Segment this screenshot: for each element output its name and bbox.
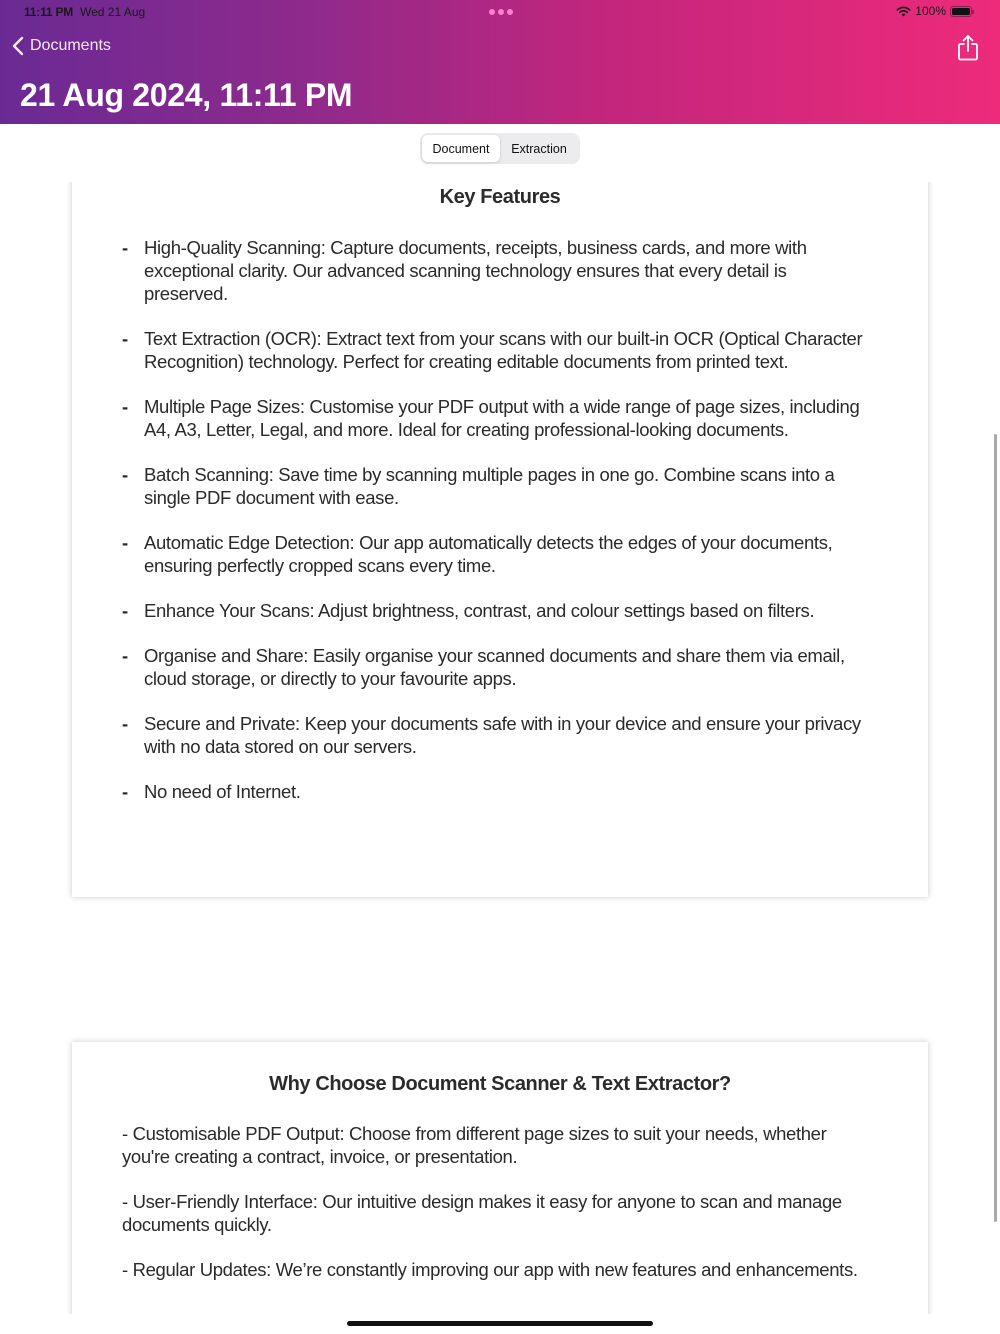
list-item	[122, 531, 868, 577]
document-viewer[interactable]	[0, 182, 1000, 1314]
list-item-text: Secure and Private: Keep your documents safe with in your device and ensure your privacy with no data stored on our servers.	[144, 713, 861, 757]
bullet: -	[122, 328, 128, 349]
bullet: -	[122, 396, 128, 417]
list-item	[122, 463, 868, 509]
view-mode-segmented-control	[420, 133, 580, 164]
wifi-icon	[896, 6, 911, 17]
list-item-text: High-Quality Scanning: Capture documents, receipts, business cards, and more with exceptional clarity. Our advanced scanning technology ensures that every detail is preserved.	[144, 237, 807, 304]
paragraph: - Customisable PDF Output: Choose from different page sizes to suit your needs, whether you're creating a contract, invoice, or presentation.	[122, 1123, 827, 1167]
tab-extraction[interactable]: Extraction	[511, 141, 567, 156]
share-icon	[956, 34, 980, 62]
bullet: -	[122, 600, 128, 621]
list-item	[122, 236, 868, 305]
share-button[interactable]	[956, 34, 980, 62]
list-item-text: Organise and Share: Easily organise your scanned documents and share them via email, cloud storage, or directly to your favourite apps.	[144, 645, 845, 689]
list-item-text: Enhance Your Scans: Adjust brightness, contrast, and colour settings based on filters.	[144, 600, 815, 621]
document-page-1	[72, 182, 928, 897]
list-item	[122, 780, 868, 803]
page-heading: Key Features	[439, 186, 561, 208]
home-indicator[interactable]	[347, 1321, 653, 1326]
paragraph: - Regular Updates: We’re constantly improving our app with new features and enhancements.	[122, 1259, 858, 1280]
chevron-left-icon	[12, 36, 24, 56]
multitasking-dots-icon[interactable]	[489, 9, 513, 15]
bullet: -	[122, 645, 128, 666]
list-item-text: Automatic Edge Detection: Our app automatically detects the edges of your documents, ensuring perfectly cropped scans every time.	[144, 532, 833, 576]
bullet: -	[122, 237, 128, 258]
back-button[interactable]	[12, 36, 111, 56]
status-time: 11:11 PM	[24, 5, 74, 19]
list-item	[122, 327, 868, 373]
page-heading: Why Choose Document Scanner & Text Extractor?	[269, 1073, 731, 1095]
navigation-header	[0, 0, 1000, 124]
status-bar	[0, 0, 1000, 24]
list-item	[122, 644, 868, 690]
bullet: -	[122, 781, 128, 802]
page-title: 21 Aug 2024, 11:11 PM	[20, 77, 353, 113]
list-item-text: Batch Scanning: Save time by scanning multiple pages in one go. Combine scans into a single PDF document with ease.	[144, 464, 835, 508]
list-item-text: Multiple Page Sizes: Customise your PDF output with a wide range of page sizes, including A4, A3, Letter, Legal, and more. Ideal for creating professional-looking documents.	[144, 396, 860, 440]
bullet: -	[122, 713, 128, 734]
bullet: -	[122, 464, 128, 485]
paragraph: - User-Friendly Interface: Our intuitive design makes it easy for anyone to scan and manage documents quickly.	[122, 1191, 842, 1235]
back-label: Documents	[30, 37, 111, 54]
battery-icon	[950, 6, 972, 17]
list-item-text: No need of Internet.	[144, 781, 301, 802]
list-item	[122, 712, 868, 758]
tab-document[interactable]: Document	[422, 135, 500, 162]
list-item	[122, 395, 868, 441]
status-indicators	[896, 4, 972, 18]
document-page-2	[72, 1042, 928, 1314]
list-item	[122, 599, 868, 622]
vertical-scrollbar[interactable]	[994, 434, 997, 1222]
list-item-text: Text Extraction (OCR): Extract text from your scans with our built-in OCR (Optical Character Recognition) technology. Perfect for creating editable documents from printed text.	[144, 328, 863, 372]
status-date: Wed 21 Aug	[80, 5, 146, 19]
battery-percent: 100%	[915, 4, 946, 18]
bullet: -	[122, 532, 128, 553]
feature-list	[72, 236, 928, 803]
